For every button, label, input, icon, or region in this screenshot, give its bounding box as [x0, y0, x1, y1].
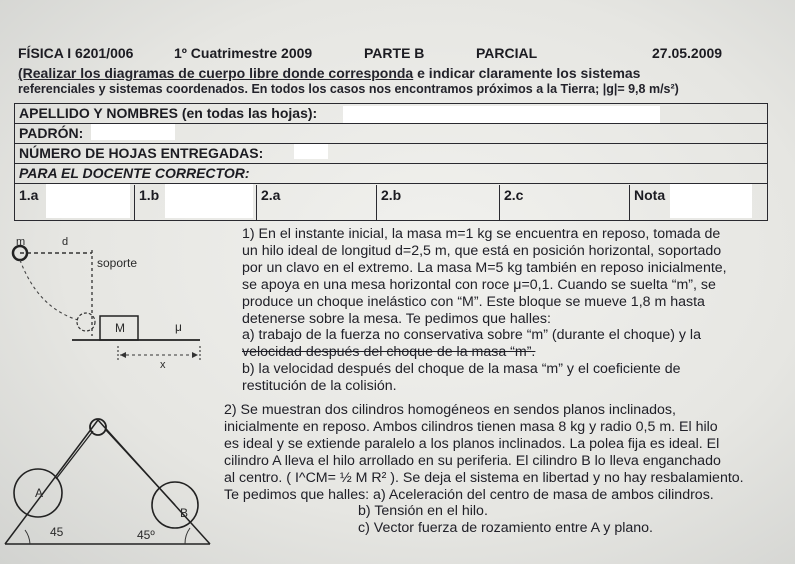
instructions-line-1: (Realizar los diagramas de cuerpo libre donde corresponda e indicar claramente los sistemas: [18, 65, 641, 81]
grade-cell-nota: Nota: [634, 187, 666, 203]
corrector-row: [15, 164, 767, 184]
grade-cell-2a: 2.a: [257, 185, 377, 221]
term: 1º Cuatrimestre 2009: [174, 45, 313, 61]
grade-cell-2c: 2.c: [500, 185, 630, 221]
instructions-line-2: referenciales y sistemas coordenados. En todos los casos nos encontramos próximos a la Tierra; |g|= 9,8 m/s²): [18, 82, 679, 96]
label-m: m: [16, 236, 26, 248]
cylinder-a-label: A: [35, 486, 44, 500]
corrector-label: PARA EL DOCENTE CORRECTOR:: [19, 165, 250, 181]
grade-cell-1a: 1.a: [15, 185, 135, 221]
problem-1-figure: [0, 228, 230, 378]
angle-right-label: 45º: [137, 528, 155, 542]
sheets-label: NÚMERO DE HOJAS ENTREGADAS:: [19, 145, 264, 161]
grade-cell-2b: 2.b: [377, 185, 500, 221]
grade-cell-1b: 1.b: [135, 185, 257, 221]
exam-type: PARCIAL: [476, 45, 538, 61]
label-mu: μ: [175, 320, 182, 334]
padron-label: PADRÓN:: [19, 125, 84, 141]
problem-2-figure: [0, 405, 215, 555]
redacted-name: [343, 106, 660, 123]
problem-1-text: 1) En el instante inicial, la masa m=1 kg se encuentra en reposo, tomada de un hilo ideal de longitud d=2,5 m, que está en posición horizontal, soportado por un clavo en el extremo. La masa M=5 kg también en reposo inicialmente, se apoya en una mesa horizontal con roce μ=0,1. Cuando se suelta “m”, se produce un choque inelástico con “M”. Este bloque se mueve 1,8 m hasta detenerse sobre la mesa. Te pedimos que halles: a) trabajo de la fuerza no conservativa sobre “m” (durante el choque) y la velocidad después del choque de la masa “m”. b) la velocidad después del choque de la masa “m” y el coeficiente de restitución de la colisión.: [242, 226, 727, 395]
redacted-padron: [91, 124, 175, 140]
angle-left-label: 45: [50, 525, 64, 539]
course-code: FÍSICA I 6201/006: [18, 45, 134, 61]
problem-2-text: 2) Se muestran dos cilindros homogéneos en sendos planos inclinados, inicialmente en reposo. Ambos cilindros tienen masa 8 kg y radio 0,5 m. El hilo es ideal y se extiende paralelo a los planos inclinados. La polea fija es ideal. El cilindro A lleva el hilo arrollado en su periferia. El cilindro B lo lleva enganchado al centro. ( I^CM= ½ M R² ). Se deja el sistema en libertad y no hay resbalamiento. Te pedimos que halles: a) Aceleración del centro de masa de ambos cilindros. b) Tensión en el hilo. c) Vector fuerza de rozamiento entre A y plano.: [224, 402, 744, 537]
redacted-grade-1a: [46, 184, 130, 218]
cylinder-b-label: B: [180, 506, 189, 520]
label-x: x: [160, 359, 166, 371]
redacted-sheets: [294, 144, 328, 159]
redacted-grade-nota: [670, 184, 752, 218]
part: PARTE B: [364, 45, 425, 61]
label-M: M: [115, 321, 125, 335]
exam-date: 27.05.2009: [652, 45, 723, 61]
redacted-grade-1b: [165, 184, 253, 218]
name-label: APELLIDO Y NOMBRES (en todas las hojas):: [19, 105, 318, 121]
label-d: d: [62, 236, 69, 248]
sheets-row: [15, 144, 767, 164]
label-soporte: soporte: [97, 256, 138, 270]
